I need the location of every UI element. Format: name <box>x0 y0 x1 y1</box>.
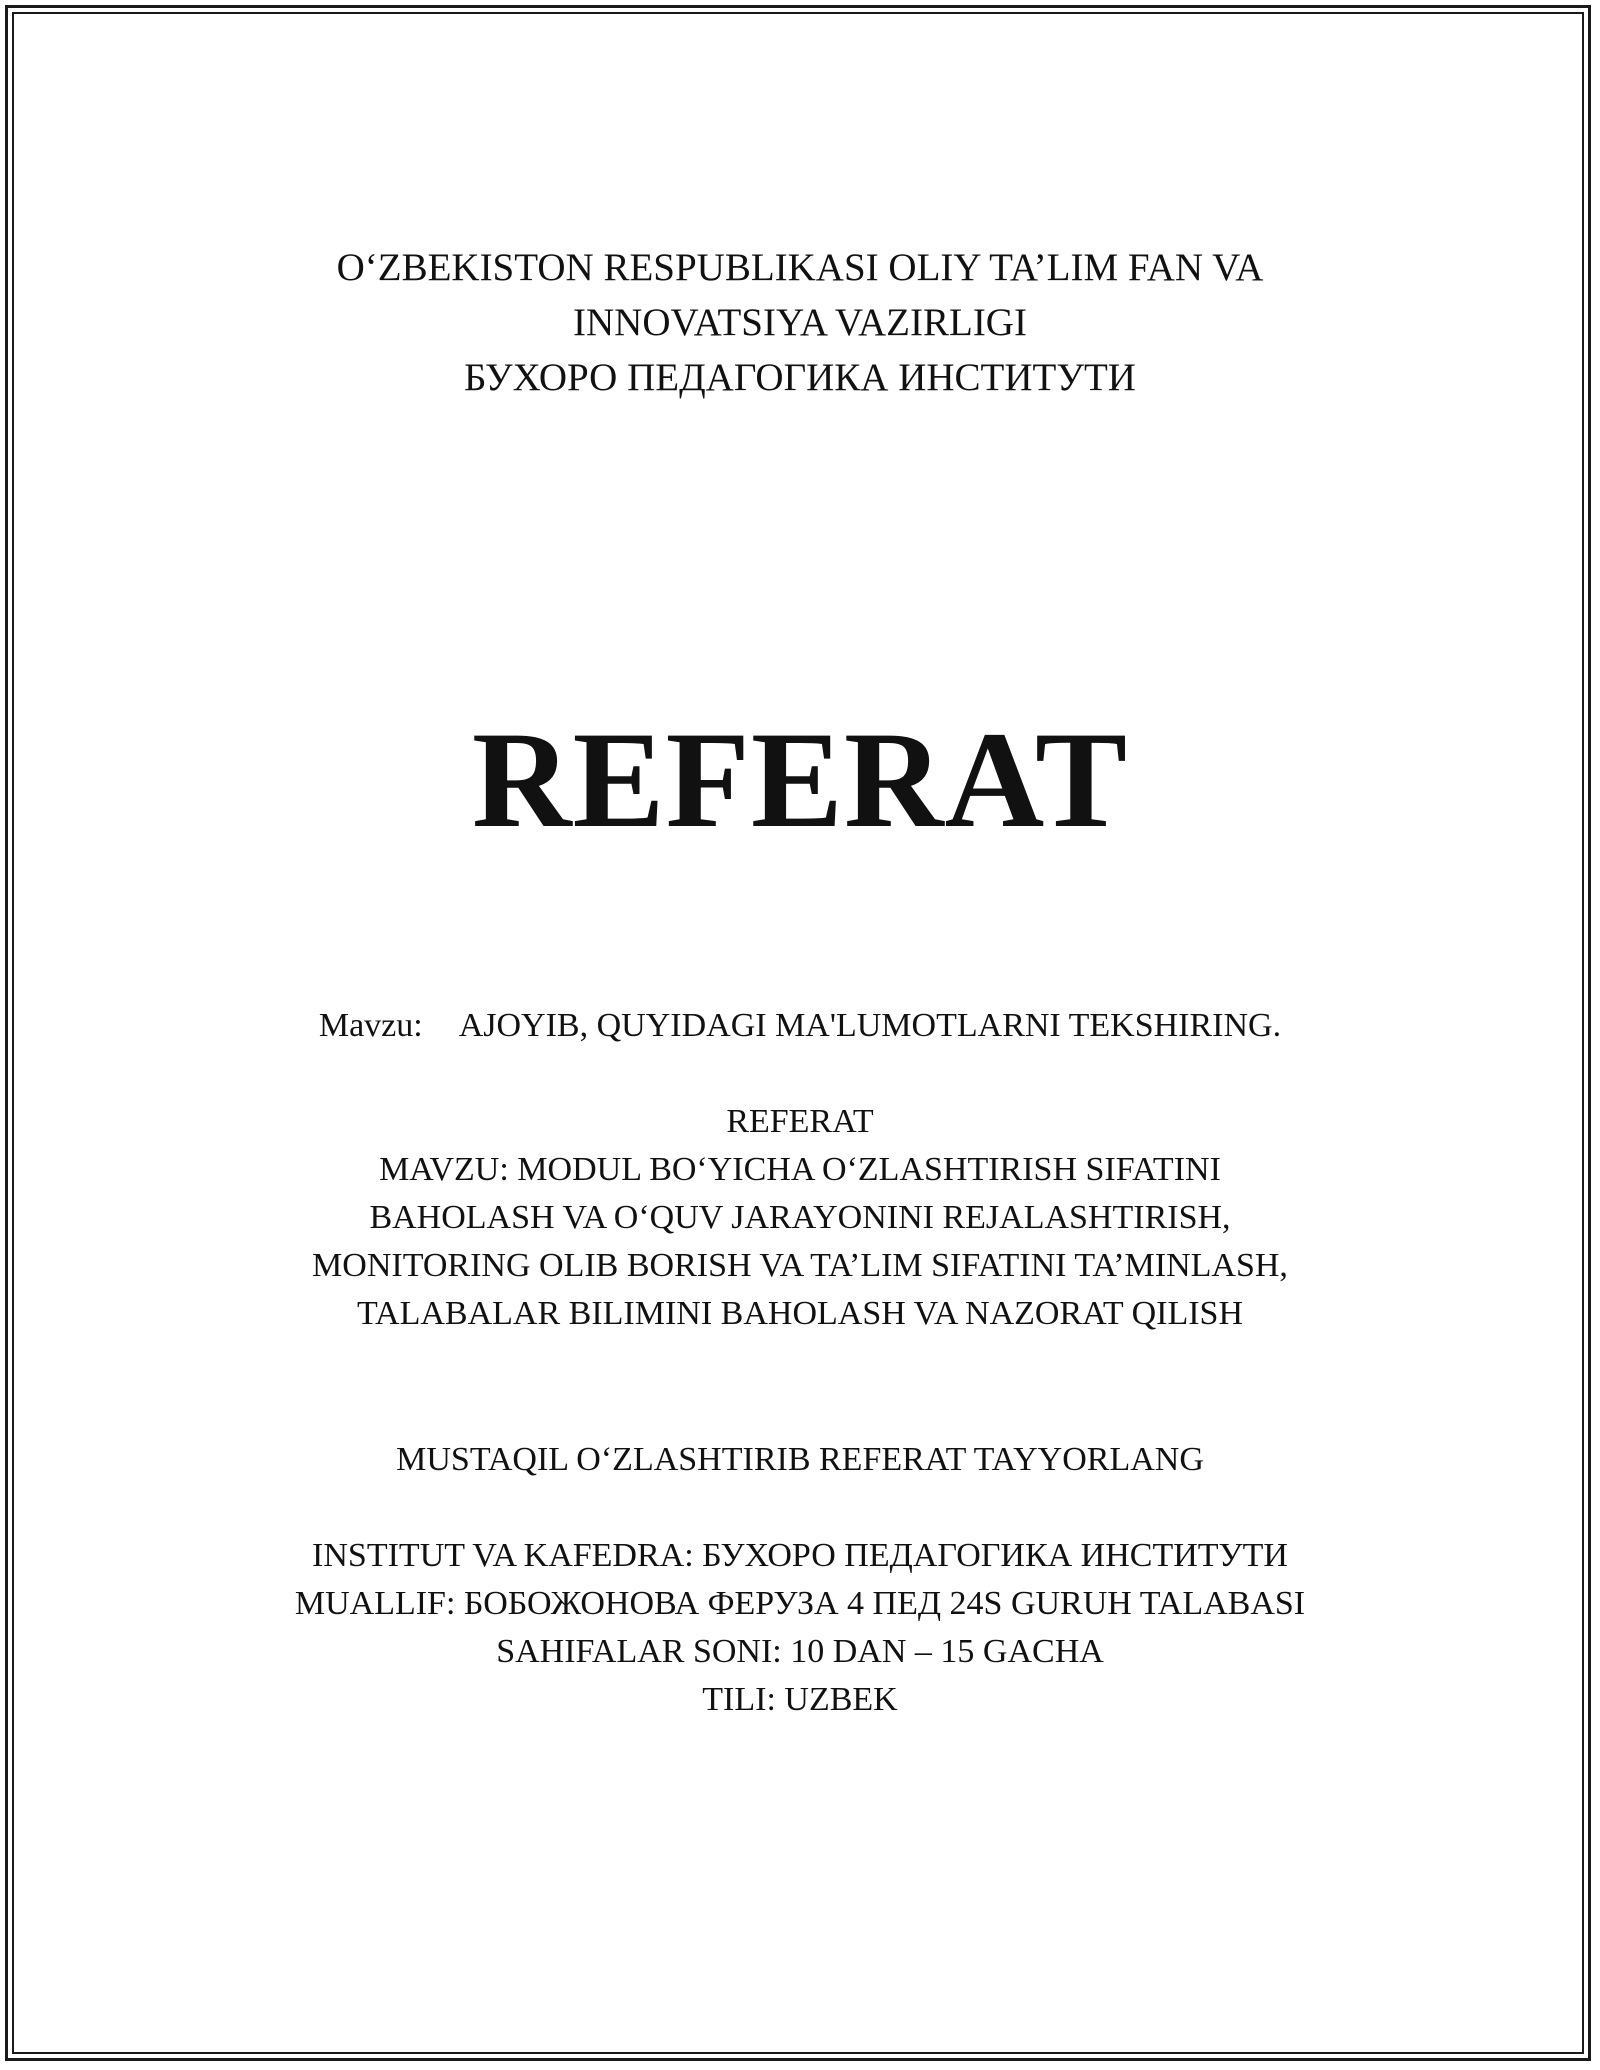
summary-line: MAVZU: MODUL BO‘YICHA O‘ZLASHTIRISH SIFATINI <box>379 1151 1221 1188</box>
summary-line: TALABALAR BILIMINI BAHOLASH VA NAZORAT QILISH <box>356 1295 1243 1332</box>
header-line: O‘ZBEKISTON RESPUBLIKASI OLIY TA’LIM FAN VA <box>336 246 1264 289</box>
header-line: INNOVATSIYA VAZIRLIGI <box>573 301 1027 344</box>
meta-institute: INSTITUT VA KAFEDRA: БУХОРО ПЕДАГОГИКА ИНСТИТУТИ <box>312 1537 1288 1574</box>
summary-line: MONITORING OLIB BORISH VA TA’LIM SIFATINI TA’MINLASH, <box>312 1247 1288 1284</box>
task-line: MUSTAQIL O‘ZLASHTIRIB REFERAT TAYYORLANG <box>396 1441 1204 1478</box>
summary-line: BAHOLASH VA O‘QUV JARAYONINI REJALASHTIRISH, <box>369 1199 1231 1236</box>
summary-block <box>0 1098 1600 1338</box>
topic-label: Mavzu: <box>318 1007 423 1044</box>
document-meta <box>0 1532 1600 1724</box>
topic-line <box>0 1002 1600 1050</box>
topic-value: AJOYIB, QUYIDAGI MA'LUMOTLARNI TEKSHIRING. <box>458 1007 1282 1044</box>
meta-language: TILI: UZBEK <box>702 1681 898 1718</box>
header-line: БУХОРО ПЕДАГОГИКА ИНСТИТУТИ <box>464 356 1136 399</box>
meta-pages: SAHIFALAR SONI: 10 DAN – 15 GACHA <box>496 1633 1104 1670</box>
document-title: REFERAT <box>471 703 1129 856</box>
summary-line: REFERAT <box>726 1103 874 1140</box>
meta-author: MUALLIF: БОБОЖОНОВА ФЕРУЗА 4 ПЕД 24S GURUH TALABASI <box>294 1585 1306 1622</box>
ministry-header <box>0 240 1600 405</box>
